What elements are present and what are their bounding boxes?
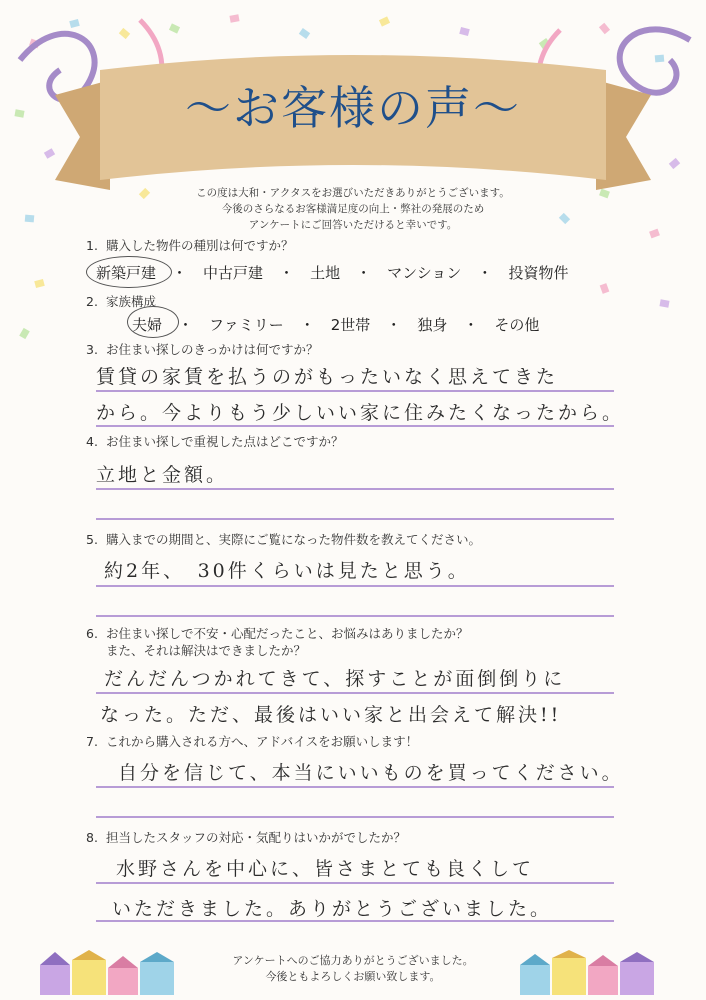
q2-option-3[interactable]: 2世帯 xyxy=(330,316,371,334)
page-title: 〜お客様の声〜 xyxy=(185,81,521,135)
question-7: 7. これから購入される方へ、アドバイスをお願いします！ xyxy=(86,734,419,749)
q2-options: 夫婦 ・ ファミリー ・ 2世帯 ・ 独身 ・ その他 xyxy=(132,316,540,334)
q7-answer-line-1: 自分を信じて、本当にいいものを買ってください。 xyxy=(118,762,624,784)
q3-rule-1 xyxy=(96,390,614,392)
q8-answer-line-2: いただきました。ありがとうございました。 xyxy=(112,898,553,920)
q1-option-1[interactable]: 新築戸建 xyxy=(96,264,157,282)
q3-answer-line-1: 賃貸の家賃を払うのがもったいなく思えてきた xyxy=(96,366,559,388)
q1-option-3[interactable]: 土地 xyxy=(310,264,341,282)
q8-rule-1 xyxy=(96,882,614,884)
question-6-line-2: また、それは解決はできましたか？ xyxy=(106,643,307,658)
q4-rule-2 xyxy=(96,518,614,520)
intro-line-3: アンケートにご回答いただけると幸いです。 xyxy=(248,219,458,231)
question-8: 8. 担当したスタッフの対応・気配りはいかがでしたか？ xyxy=(86,830,407,845)
footer-line-1: アンケートへのご協力ありがとうございました。 xyxy=(232,954,474,967)
intro-line-1: この度は大和・アクタスをお選びいただきありがとうございます。 xyxy=(196,187,510,199)
q2-selection-circle xyxy=(127,306,179,338)
q8-answer-line-1: 水野さんを中心に、皆さまとても良くして xyxy=(116,858,535,880)
q7-rule-2 xyxy=(96,816,614,818)
q2-option-1[interactable]: 夫婦 xyxy=(132,316,163,334)
q6-rule-1 xyxy=(96,692,614,694)
q2-option-2[interactable]: ファミリー xyxy=(209,316,284,334)
q1-options: 新築戸建 ・ 中古戸建 ・ 土地 ・ マンション ・ 投資物件 xyxy=(96,264,569,282)
question-3: 3. お住まい探しのきっかけは何ですか？ xyxy=(86,342,319,357)
q7-rule-1 xyxy=(96,786,614,788)
q1-option-5[interactable]: 投資物件 xyxy=(508,264,569,282)
q3-rule-2 xyxy=(96,425,614,427)
q1-selection-circle xyxy=(86,256,172,288)
q5-rule-1 xyxy=(96,585,614,587)
question-1: 1. 購入した物件の種別は何ですか？ xyxy=(86,238,294,253)
q3-answer-line-2: から。今よりもう少しいい家に住みたくなったから。 xyxy=(96,402,625,424)
q1-option-4[interactable]: マンション xyxy=(387,264,462,282)
q6-answer-line-2: なった。ただ、最後はいい家と出会えて解決!! xyxy=(100,704,562,726)
question-5: 5. 購入までの期間と、実際にご覧になった物件数を教えてください。 xyxy=(86,532,482,547)
q4-rule-1 xyxy=(96,488,614,490)
q5-answer-line-1: 約2年、 30件くらいは見たと思う。 xyxy=(104,560,470,582)
q2-option-4[interactable]: 独身 xyxy=(417,316,448,334)
q8-rule-2 xyxy=(96,920,614,922)
question-2: 2. 家族構成 xyxy=(86,294,157,309)
intro-line-2: 今後のさらなるお客様満足度の向上・弊社の発展のため xyxy=(221,203,485,215)
question-4: 4. お住まい探しで重視した点はどこですか？ xyxy=(86,434,344,449)
footer-line-2: 今後ともよろしくお願い致します。 xyxy=(265,970,441,983)
q6-answer-line-1: だんだんつかれてきて、探すことが面倒倒りに xyxy=(104,668,566,690)
q5-rule-2 xyxy=(96,615,614,617)
q4-answer-line-1: 立地と金額。 xyxy=(96,464,229,486)
question-6: 6. お住まい探しで不安・心配だったこと、お悩みはありましたか？ xyxy=(86,626,469,641)
q2-option-5[interactable]: その他 xyxy=(494,316,540,334)
q1-option-2[interactable]: 中古戸建 xyxy=(203,264,264,282)
